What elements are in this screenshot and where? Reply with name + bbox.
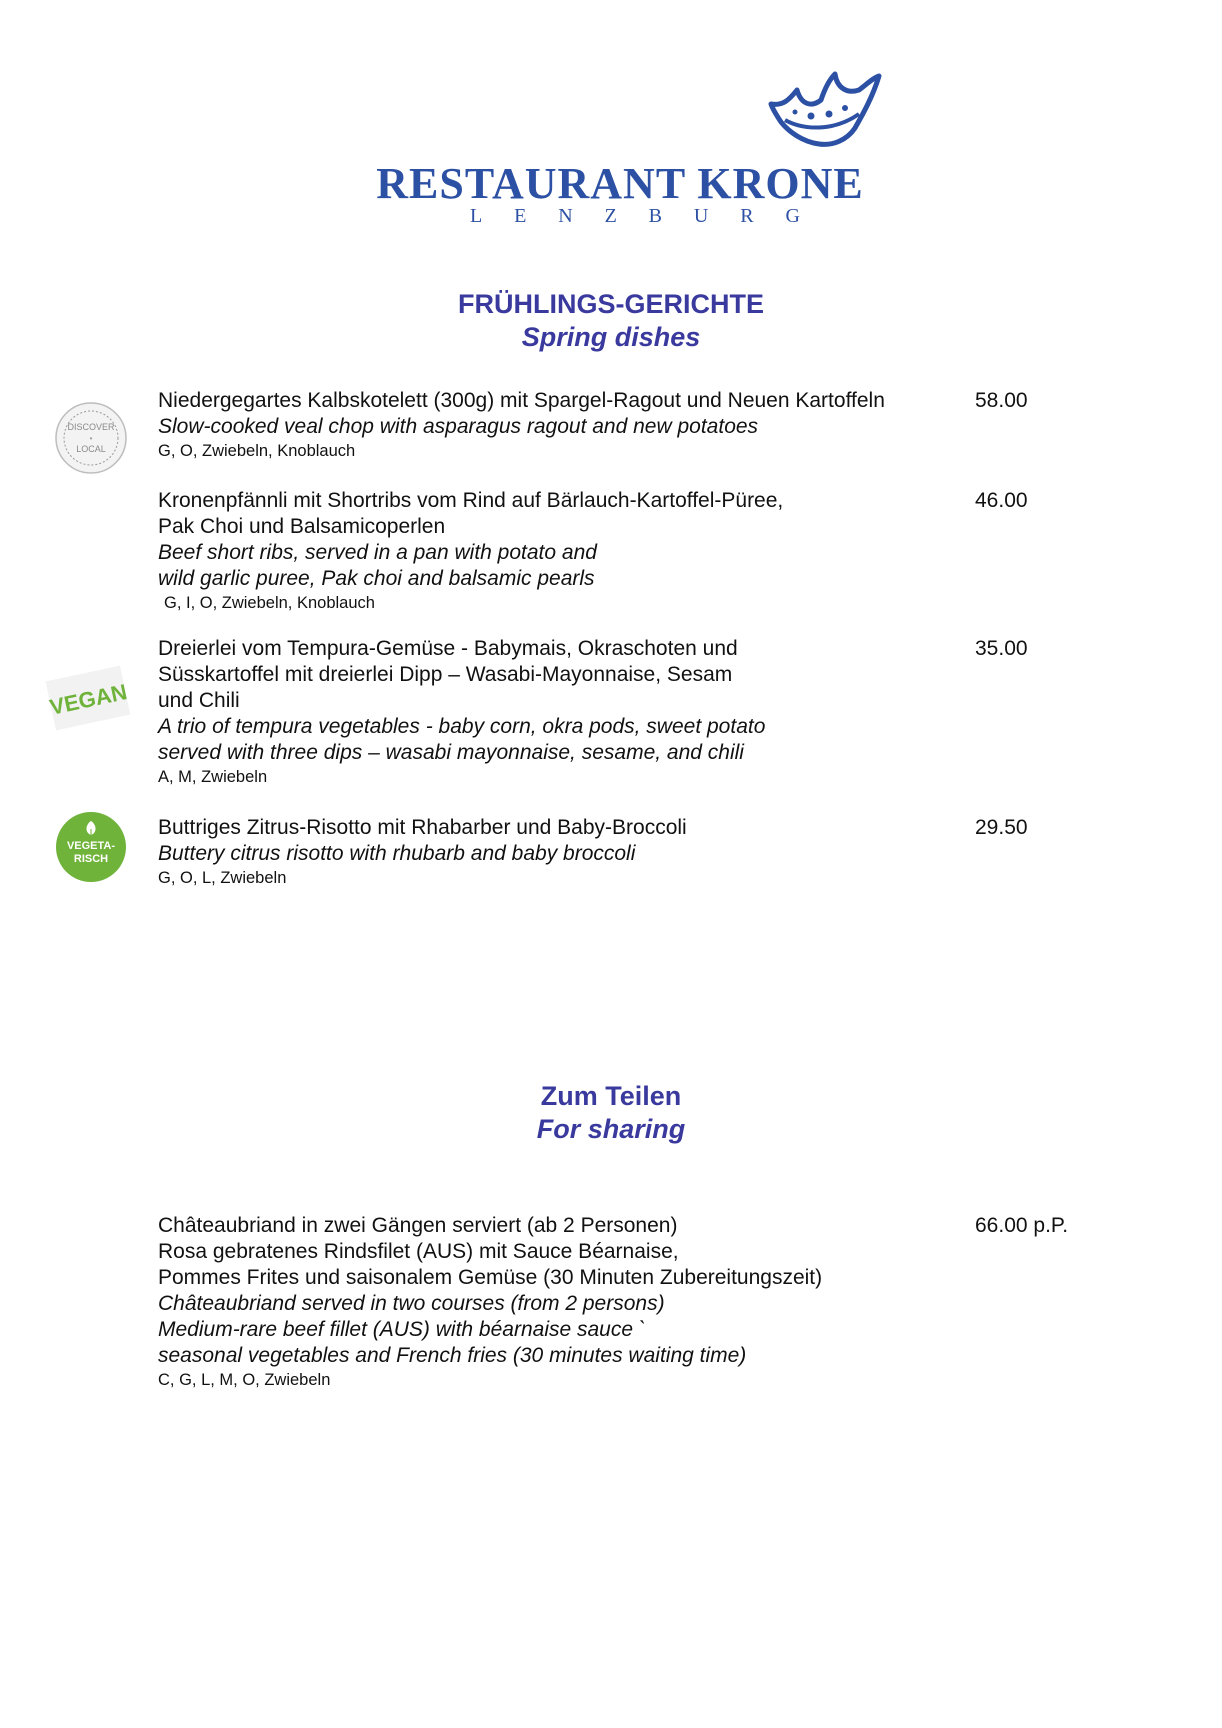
- dish-allergens: G, O, L, Zwiebeln: [158, 869, 287, 887]
- city-letter: R: [740, 205, 754, 227]
- dish-price: 58.00: [975, 389, 1028, 412]
- city-letter: N: [558, 205, 573, 227]
- dish-name-de: Süsskartoffel mit dreierlei Dipp – Wasabi-Mayonnaise, Sesam: [158, 663, 733, 686]
- menu-item: [158, 388, 978, 462]
- dish-name-de: Pak Choi und Balsamicoperlen: [158, 515, 446, 538]
- dish-allergens: C, G, L, M, O, Zwiebeln: [158, 1371, 331, 1389]
- dish-price: 66.00 p.P.: [975, 1214, 1069, 1237]
- badge-text: VEGETA-: [66, 840, 116, 852]
- svg-text:•: •: [89, 434, 93, 443]
- badge-text: VEGAN: [47, 679, 130, 720]
- dish-name-de: Pommes Frites und saisonalem Gemüse (30 Minuten Zubereitungszeit): [158, 1266, 823, 1289]
- dish-price: 35.00: [975, 637, 1028, 660]
- dish-name-en: served with three dips – wasabi mayonnaise, sesame, and chili: [158, 741, 744, 764]
- section-title-de: FRÜHLINGS-GERICHTE: [458, 289, 764, 319]
- dish-name-de: und Chili: [158, 689, 240, 712]
- dish-name-de: Dreierlei vom Tempura-Gemüse - Babymais, Okraschoten und: [158, 637, 738, 660]
- dish-allergens: A, M, Zwiebeln: [158, 768, 268, 786]
- badge-text: DISCOVER: [67, 422, 115, 432]
- dish-name-de: Niedergegartes Kalbskotelett (300g) mit Spargel-Ragout und Neuen Kartoffeln: [158, 389, 885, 412]
- dish-name-de: Châteaubriand in zwei Gängen serviert (ab 2 Personen): [158, 1214, 678, 1237]
- dish-name-en: wild garlic puree, Pak choi and balsamic pearls: [158, 567, 595, 590]
- dish-name-de: Kronenpfännli mit Shortribs vom Rind auf Bärlauch-Kartoffel-Püree,: [158, 489, 784, 512]
- dish-name-en: A trio of tempura vegetables - baby corn, okra pods, sweet potato: [158, 715, 766, 738]
- city-letter: B: [648, 205, 663, 227]
- menu-item: [158, 815, 978, 889]
- discover-local-badge-icon: [53, 400, 129, 476]
- dish-allergens: G, O, Zwiebeln, Knoblauch: [158, 442, 356, 460]
- city-letter: L: [470, 205, 483, 227]
- vegetarian-badge-icon: [55, 811, 127, 883]
- badge-text: RISCH: [73, 853, 109, 865]
- brand-name: RESTAURANT KRONE: [376, 159, 864, 208]
- menu-item: [158, 1213, 978, 1391]
- section-title-en: Spring dishes: [521, 322, 701, 352]
- brand-city: [470, 205, 800, 228]
- dish-price: 46.00: [975, 489, 1028, 512]
- city-letter: G: [785, 205, 800, 227]
- dish-allergens: G, I, O, Zwiebeln, Knoblauch: [164, 594, 375, 612]
- dish-name-en: Slow-cooked veal chop with asparagus ragout and new potatoes: [158, 415, 759, 438]
- dish-price: 29.50: [975, 816, 1028, 839]
- dish-name-en: Medium-rare beef fillet (AUS) with béarnaise sauce `: [158, 1318, 646, 1341]
- section-title-de: Zum Teilen: [540, 1081, 682, 1111]
- dish-name-en: seasonal vegetables and French fries (30 minutes waiting time): [158, 1344, 747, 1367]
- city-letter: E: [514, 205, 527, 227]
- dish-name-de: Rosa gebratenes Rindsfilet (AUS) mit Sauce Béarnaise,: [158, 1240, 679, 1263]
- dish-name-en: Buttery citrus risotto with rhubarb and baby broccoli: [158, 842, 636, 865]
- dish-name-en: Châteaubriand served in two courses (from 2 persons): [158, 1292, 665, 1315]
- dish-name-en: Beef short ribs, served in a pan with potato and: [158, 541, 597, 564]
- menu-item: [158, 636, 978, 788]
- crown-logo-icon: [763, 70, 883, 150]
- badge-text: LOCAL: [76, 444, 106, 454]
- dish-name-de: Buttriges Zitrus-Risotto mit Rhabarber und Baby-Broccoli: [158, 816, 687, 839]
- section-title-en: For sharing: [536, 1114, 686, 1144]
- city-letter: U: [693, 205, 709, 227]
- menu-item: [158, 488, 978, 614]
- vegan-badge-icon: [44, 665, 132, 731]
- city-letter: Z: [604, 205, 617, 227]
